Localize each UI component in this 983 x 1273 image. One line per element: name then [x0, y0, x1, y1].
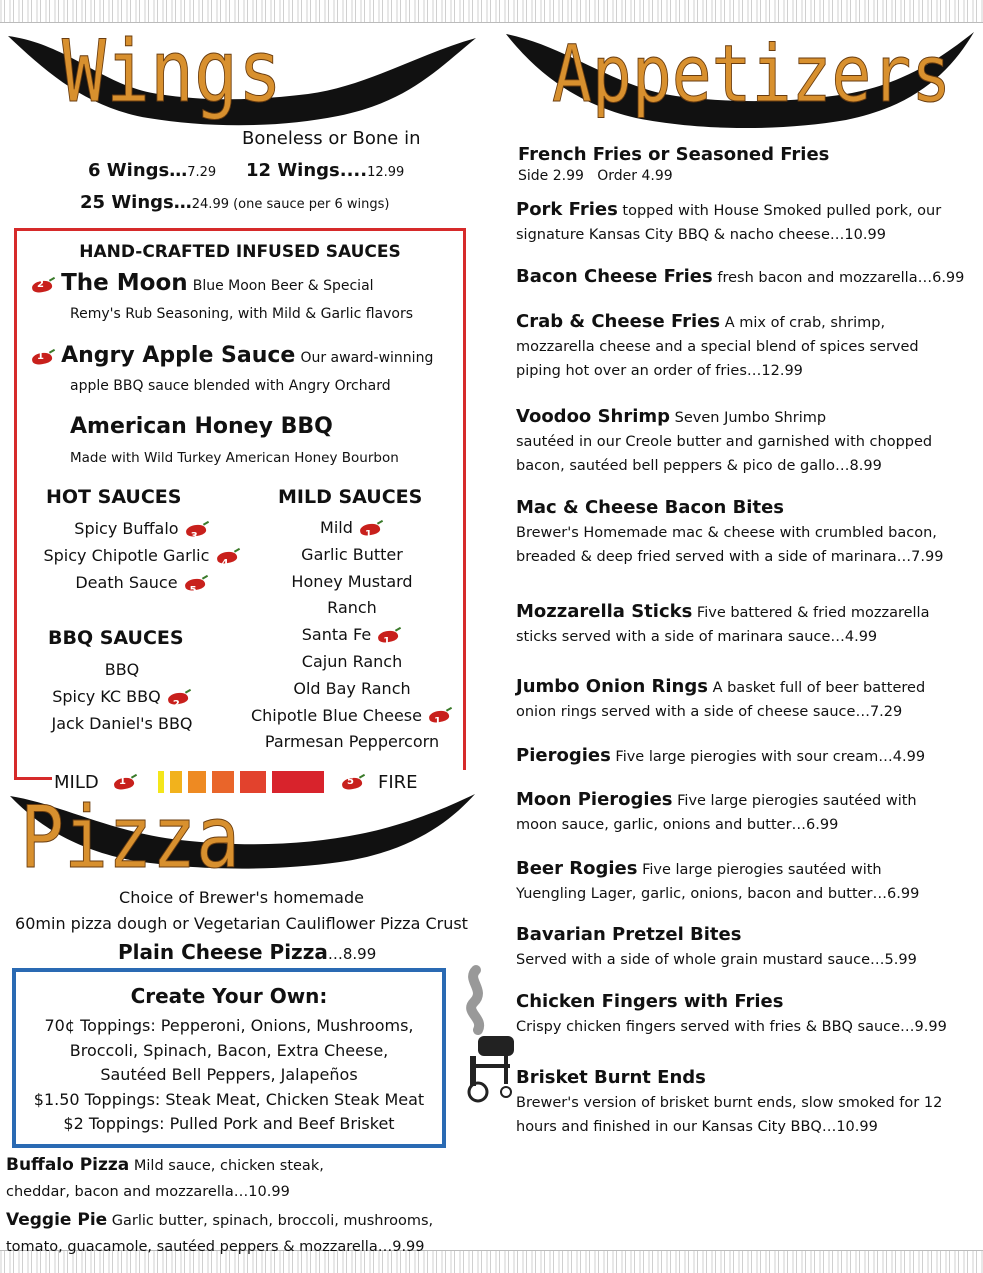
wings-6-line — [88, 160, 216, 181]
wings-12-price: 12.99 — [367, 165, 405, 180]
pepper-icon: 3 — [184, 522, 210, 538]
create-your-own-lines — [12, 1014, 446, 1137]
pepper-icon: 4 — [215, 549, 241, 565]
appetizer-desc: Brewer's version of brisket burnt ends, slow smoked for 12 — [516, 1095, 943, 1111]
veggie-pie-desc1: Garlic butter, spinach, broccoli, mushrooms, — [111, 1213, 434, 1229]
buffalo-pizza-name: Buffalo Pizza — [6, 1155, 130, 1175]
mild-sauces-list — [222, 515, 482, 756]
wings-title: Wings — [62, 22, 283, 122]
plain-cheese-pizza-name: Plain Cheese Pizza — [118, 940, 328, 964]
appetizer-desc: Seven Jumbo Shrimp — [674, 410, 827, 426]
mild-sauce-item: Santa Fe 1 — [222, 622, 482, 649]
buffalo-pizza — [6, 1152, 476, 1205]
fries-name: French Fries or Seasoned Fries — [518, 144, 830, 165]
heat-scale-mild-label: MILD — [54, 772, 99, 793]
appetizer-desc: Five large pierogies sautéed with — [677, 793, 917, 809]
smoker-grill-icon — [456, 960, 516, 1110]
appetizer-item — [516, 788, 966, 837]
topping-line: $1.50 Toppings: Steak Meat, Chicken Steak Meat — [33, 1089, 425, 1109]
appetizer-desc: topped with House Smoked pulled pork, our — [622, 203, 942, 219]
honey-bbq-name: American Honey BBQ — [70, 414, 333, 439]
appetizer-name: Mozzarella Sticks — [516, 601, 693, 622]
appetizer-name: Chicken Fingers with Fries — [516, 991, 784, 1012]
appetizer-desc: piping hot over an order of fries…12.99 — [516, 363, 803, 379]
moon-sauce-desc2: Remy's Rub Seasoning, with Mild & Garlic flavors — [70, 306, 414, 322]
buffalo-pizza-desc1: Mild sauce, chicken steak, — [133, 1158, 324, 1174]
pepper-icon: 2 — [166, 690, 192, 706]
veggie-pie-name: Veggie Pie — [6, 1210, 108, 1230]
topping-line: Sautéed Bell Peppers, Jalapeños — [100, 1065, 358, 1085]
fries-prices: Side 2.99 Order 4.99 — [518, 168, 673, 184]
mild-sauces-header: MILD SAUCES — [278, 486, 423, 508]
appetizer-desc: Crispy chicken fingers served with fries & BBQ sauce…9.99 — [516, 1019, 947, 1035]
mild-sauce-item: Honey Mustard — [291, 571, 413, 591]
apple-sauce-name: Angry Apple Sauce — [61, 343, 296, 368]
mild-sauce-item: Mild 1 — [222, 515, 482, 542]
apple-sauce-desc1: Our award-winning — [300, 350, 434, 366]
pizza-intro-line2: 60min pizza dough or Vegetarian Cauliflower Pizza Crust — [15, 914, 468, 933]
appetizer-name: Bacon Cheese Fries — [516, 266, 713, 287]
bbq-sauces-header: BBQ SAUCES — [48, 627, 184, 649]
moon-sauce-desc1: Blue Moon Beer & Special — [192, 278, 374, 294]
appetizer-item — [516, 990, 966, 1039]
bbq-sauce-item: BBQ — [104, 660, 140, 679]
appetizer-desc: sautéed in our Creole butter and garnished with chopped — [516, 434, 933, 450]
appetizer-item — [516, 198, 966, 247]
appetizer-name: Jumbo Onion Rings — [516, 676, 708, 697]
top-fence-border — [0, 0, 983, 23]
hot-sauce-item: Spicy Buffalo 3 — [22, 515, 262, 542]
appetizer-name: Voodoo Shrimp — [516, 406, 671, 427]
pizza-intro-line1: Choice of Brewer's homemade — [119, 888, 364, 907]
appetizer-item — [516, 857, 966, 906]
appetizer-item — [516, 1066, 966, 1139]
hot-sauces-header: HOT SAUCES — [46, 486, 182, 508]
wings-25-line — [80, 192, 389, 213]
appetizer-desc: Served with a side of whole grain mustard sauce…5.99 — [516, 952, 917, 968]
pepper-icon: 1 — [112, 775, 138, 791]
appetizer-desc: bacon, sautéed bell peppers & pico de gallo…8.99 — [516, 458, 882, 474]
wings-12-line — [246, 160, 404, 181]
pepper-icon: 1 — [30, 350, 56, 366]
appetizer-name: Bavarian Pretzel Bites — [516, 924, 742, 945]
appetizer-desc: Brewer's Homemade mac & cheese with crumbled bacon, — [516, 525, 937, 541]
appetizer-name: Brisket Burnt Ends — [516, 1067, 706, 1088]
wings-6-price: 7.29 — [187, 165, 217, 180]
appetizer-desc: onion rings served with a side of cheese sauce…7.29 — [516, 704, 903, 720]
topping-line: $2 Toppings: Pulled Pork and Beef Brisket — [63, 1114, 395, 1134]
heat-scale-fire-label: FIRE — [378, 772, 418, 793]
appetizer-desc: A basket full of beer battered — [712, 680, 926, 696]
appetizer-item — [516, 744, 966, 769]
topping-line: 70¢ Toppings: Pepperoni, Onions, Mushrooms, — [44, 1016, 414, 1035]
appetizer-desc: Five large pierogies with sour cream…4.99 — [615, 749, 926, 765]
wings-12-label: 12 Wings.... — [246, 160, 368, 181]
appetizer-name: Mac & Cheese Bacon Bites — [516, 497, 784, 518]
pepper-icon: 1 — [358, 521, 384, 537]
sauces-header: HAND-CRAFTED INFUSED SAUCES — [79, 242, 401, 262]
appetizer-name: Beer Rogies — [516, 858, 638, 879]
pepper-icon: 5 — [340, 775, 366, 791]
pizza-title: Pizza — [20, 788, 241, 888]
appetizer-desc: A mix of crab, shrimp, — [724, 315, 886, 331]
honey-bbq-desc: Made with Wild Turkey American Honey Bourbon — [70, 450, 399, 466]
appetizers-title: Appetizers — [552, 30, 952, 120]
topping-line: Broccoli, Spinach, Bacon, Extra Cheese, — [69, 1040, 389, 1060]
hot-sauce-item: Death Sauce 5 — [22, 569, 262, 596]
plain-cheese-pizza — [118, 940, 376, 964]
appetizer-desc: sticks served with a side of marinara sauce…4.99 — [516, 629, 878, 645]
mild-sauce-item: Chipotle Blue Cheese 1 — [222, 703, 482, 730]
appetizer-desc: hours and finished in our Kansas City BBQ…10.99 — [516, 1119, 878, 1135]
veggie-pie — [6, 1207, 481, 1260]
mild-sauce-item: Old Bay Ranch — [293, 678, 411, 698]
veggie-pie-desc2: tomato, guacamole, sautéed peppers & mozzarella…9.99 — [6, 1239, 425, 1255]
mild-sauce-item: Cajun Ranch — [301, 651, 403, 671]
wings-6-label: 6 Wings… — [88, 160, 188, 181]
mild-sauce-item: Parmesan Peppercorn — [264, 732, 440, 752]
mild-sauce-item: Garlic Butter — [301, 544, 403, 564]
appetizer-item — [516, 675, 966, 724]
appetizer-item — [516, 405, 966, 478]
mild-sauce-item: Ranch — [327, 598, 377, 618]
wings-25-label: 25 Wings… — [80, 192, 192, 213]
pepper-icon: 5 — [183, 576, 209, 592]
appetizer-desc: mozzarella cheese and a special blend of spices served — [516, 339, 919, 355]
plain-cheese-pizza-price: …8.99 — [327, 945, 377, 963]
appetizer-desc: Five battered & fried mozzarella — [696, 605, 930, 621]
pepper-icon: 1 — [376, 628, 402, 644]
appetizer-item — [516, 923, 966, 972]
appetizer-name: Crab & Cheese Fries — [516, 311, 721, 332]
moon-sauce-name: The Moon — [61, 270, 188, 296]
pepper-icon: 2 — [30, 278, 56, 294]
appetizer-name: Moon Pierogies — [516, 789, 673, 810]
create-your-own-header: Create Your Own: — [130, 984, 328, 1008]
bbq-sauce-item: Spicy KC BBQ 2 — [22, 683, 222, 710]
appetizer-item — [516, 265, 966, 290]
apple-sauce-desc2: apple BBQ sauce blended with Angry Orchard — [70, 378, 391, 394]
hot-sauce-item: Spicy Chipotle Garlic 4 — [22, 542, 262, 569]
appetizer-item — [516, 310, 966, 383]
appetizer-name: Pork Fries — [516, 199, 618, 220]
appetizer-desc: Yuengling Lager, garlic, onions, bacon and butter…6.99 — [516, 886, 920, 902]
bbq-sauce-item: Jack Daniel's BBQ — [51, 714, 193, 733]
apple-sauce — [30, 343, 462, 368]
appetizer-desc: moon sauce, garlic, onions and butter…6.99 — [516, 817, 839, 833]
moon-sauce — [30, 270, 460, 296]
fries-item — [518, 144, 978, 184]
appetizer-desc: fresh bacon and mozzarella…6.99 — [717, 270, 965, 286]
appetizer-desc: signature Kansas City BBQ & nacho cheese…10.99 — [516, 227, 886, 243]
appetizer-name: Pierogies — [516, 745, 611, 766]
appetizer-item — [516, 496, 966, 569]
buffalo-pizza-desc2: cheddar, bacon and mozzarella…10.99 — [6, 1184, 290, 1200]
appetizer-desc: breaded & deep fried served with a side of marinara…7.99 — [516, 549, 944, 565]
bbq-sauces-list — [22, 656, 222, 737]
wings-25-price: 24.99 (one sauce per 6 wings) — [191, 197, 390, 212]
wings-subtitle: Boneless or Bone in — [242, 128, 421, 149]
appetizer-item — [516, 600, 966, 649]
appetizer-desc: Five large pierogies sautéed with — [642, 862, 882, 878]
pepper-icon: 1 — [427, 708, 453, 724]
